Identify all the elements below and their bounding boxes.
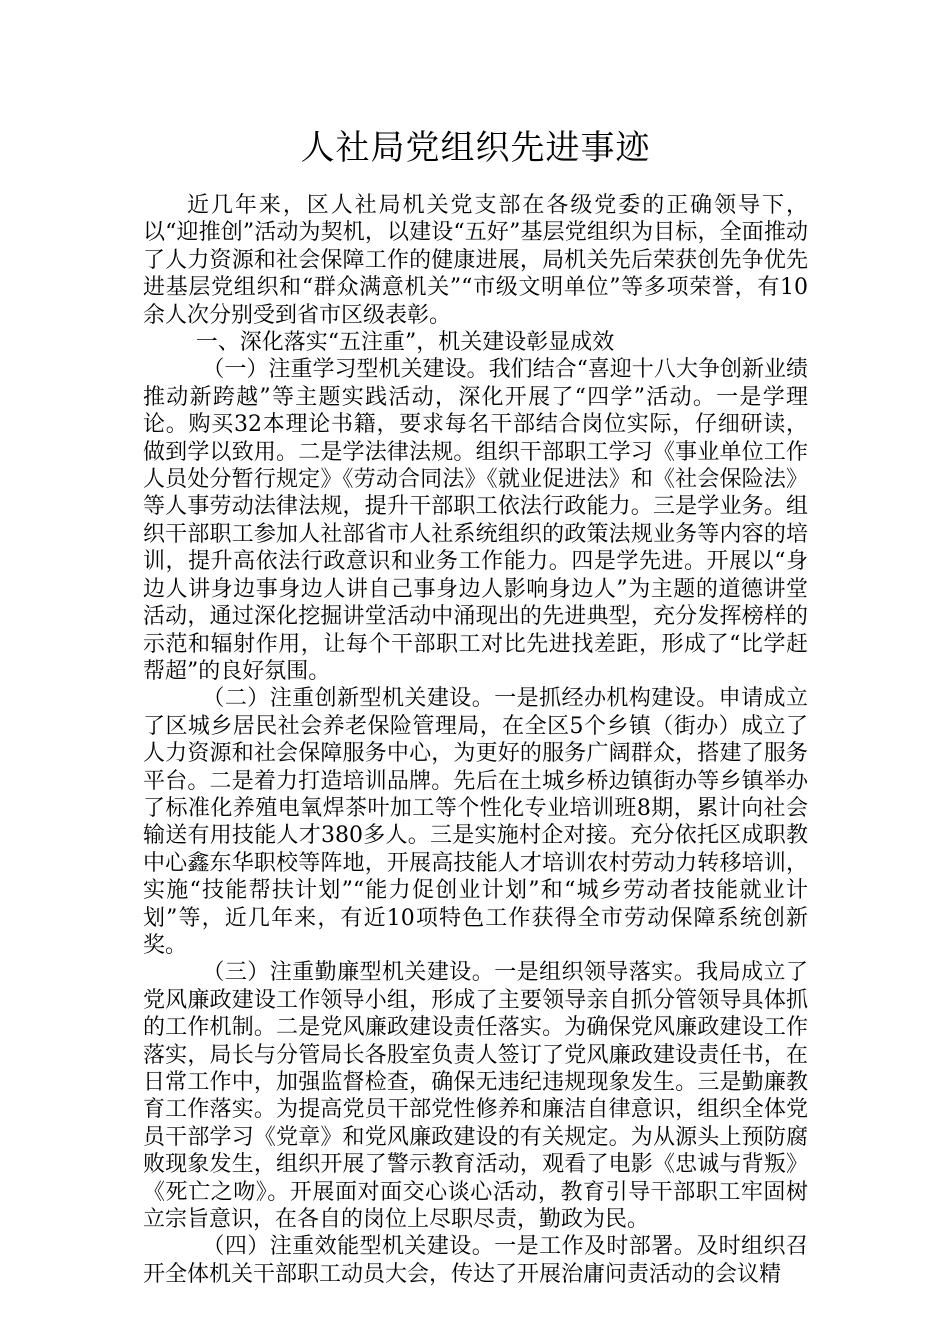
subsection-integrity: （三）注重勤廉型机关建设。一是组织领导落实。我局成立了党风廉政建设工作领导小组，形成了主要领导亲自抓分管领导具体抓的工作机制。二是党风廉政建设责任落实。为确保党风廉政建设工作落实，局长与分管局长各股室负责人签订了党风廉政建设责任书，在日常工作中，加强监督检查，确保无违纪违规现象发生。三是勤廉教育工作落实。为提高党员干部党性修养和廉洁自律意识，组织全体党员干部学习《党章》和党风廉政建设的有关规定。为从源头上预防腐败现象发生，组织开展了警示教育活动，观看了电影《忠诚与背叛》《死亡之吻》。开展面对面交心谈心活动，教育引导干部职工牢固树立宗旨意识，在各自的岗位上尽职尽责，勤政为民。 [143, 960, 808, 1233]
document-title: 人社局党组织先进事迹 [300, 128, 651, 168]
intro-paragraph: 近几年来，区人社局机关党支部在各级党委的正确领导下，以“迎推创”活动为契机，以建设“五好”基层党组织为目标，全面推动了人力资源和社会保障工作的健康进展，局机关先后荣获创先争优先进基层党组织和“群众满意机关”“市级文明单位”等多项荣誉，有10余人次分别受到省市区级表彰。 [143, 193, 808, 328]
subsection-innovation: （二）注重创新型机关建设。一是抓经办机构建设。申请成立了区城乡居民社会养老保险管理局，在全区5个乡镇（街办）成立了人力资源和社会保障服务中心，为更好的服务广阔群众，搭建了服务平台。二是着力打造培训品牌。先后在土城乡桥边镇街办等乡镇举办了标准化养殖电氧焊茶叶加工等个性化专业培训班8期，累计向社会输送有用技能人才380多人。三是实施村企对接。充分依托区成职教中心鑫东华职校等阵地，开展高技能人才培训农村劳动力转移培训，实施“技能帮扶计划”“能力促创业计划”和“城乡劳动者技能就业计划”等，近几年来，有近10项特色工作获得全市劳动保障系统创新奖。 [143, 686, 808, 958]
document-body [143, 192, 808, 1288]
subsection-learning: （一）注重学习型机关建设。我们结合“喜迎十八大争创新业绩推动新跨越”等主题实践活动，深化开展了“四学”活动。一是学理论。购买32本理论书籍，要求每名干部结合岗位实际，仔细研读，做到学以致用。二是学法律法规。组织干部职工学习《事业单位工作人员处分暂行规定》《劳动合同法》《就业促进法》和《社会保险法》等人事劳动法律法规，提升干部职工依法行政能力。三是学业务。组织干部职工参加人社部省市人社系统组织的政策法规业务等内容的培训，提升高依法行政意识和业务工作能力。四是学先进。开展以“身边人讲身边事身边人讲自己事身边人影响身边人”为主题的道德讲堂活动，通过深化挖掘讲堂活动中涌现出的先进典型，充分发挥榜样的示范和辐射作用，让每个干部职工对比先进找差距，形成了“比学赶帮超”的良好氛围。 [143, 357, 808, 684]
document-page [143, 122, 808, 1288]
subsection-efficiency: （四）注重效能型机关建设。一是工作及时部署。及时组织召开全体机关干部职工动员大会，传达了开展治庸问责活动的会议精 [143, 1234, 808, 1287]
section-heading: 一、深化落实“五注重”，机关建设彰显成效 [195, 330, 615, 356]
